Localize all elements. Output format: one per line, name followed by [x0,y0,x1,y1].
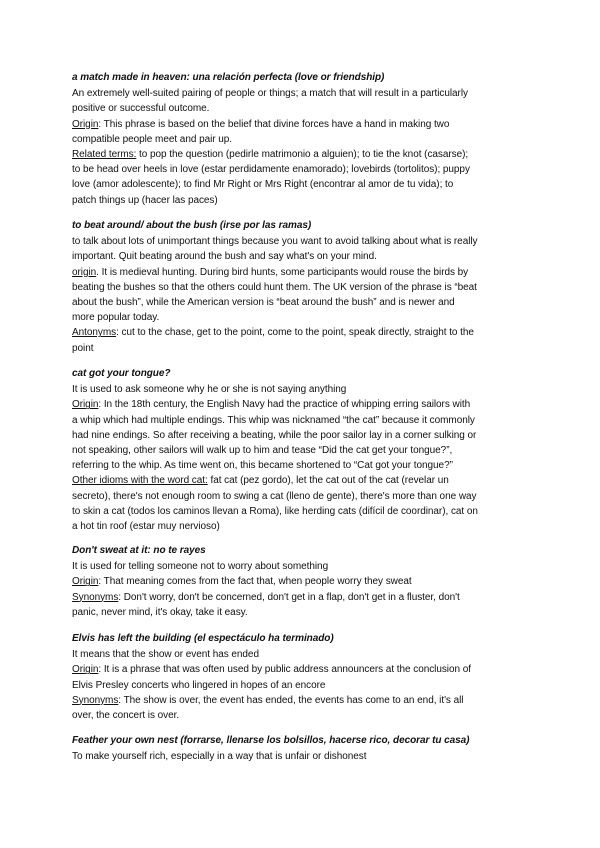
origin-line [72,132,532,147]
synonyms-line [72,708,532,723]
line-text: not speaking, other sailors will walk up to him and tease “Did the cat get your tongue?”, [72,445,453,457]
synonyms-label: Synonyms [72,591,119,603]
origin-label: origin [72,266,97,278]
line-text: patch things up (hacer las paces) [72,194,218,206]
line-text: beating the bushes so that the others could hunt them. The UK version of the phrase is “beat [72,281,477,293]
definition-line [72,234,532,249]
related-terms-line [72,147,532,162]
definition-line [72,101,532,116]
definition-line [72,749,532,764]
line-text: : Don't worry, don't be concerned, don't get in a flap, don't get in a fluster, don't [118,591,460,603]
idiom-title: a match made in heaven: una relación perfecta (love or friendship) [72,72,385,83]
origin-line [72,295,532,310]
line-text: : In the 18th century, the English Navy had the practice of whipping erring sailors with [98,399,471,411]
line-text: a hot tin roof (estar muy nervioso) [72,521,220,533]
antonyms-line [72,325,532,340]
line-text: to pop the question (pedirle matrimonio a alguien); to tie the knot (casarse); [136,149,469,161]
line-text: to be head over heels in love (estar perdidamente enamorado); lovebirds (tortolitos); puppy [72,164,470,176]
origin-label: Origin [72,399,99,411]
line-text: panic, never mind, it's okay, take it easy. [72,606,248,618]
line-text: had nine endings. So after receiving a beating, while the poor sailor lay in a corner sulking or [72,429,477,441]
related-terms-line [72,162,532,177]
definition-line [72,86,532,101]
synonyms-line [72,693,532,708]
idiom-entry [72,733,532,764]
line-text: to talk about lots of unimportant things because you want to avoid talking about what is really [72,236,478,248]
line-text: : The show is over, the event has ended, the events has come to an end, it's all [118,694,464,706]
related-terms-label: Related terms: [72,149,137,161]
line-text: point [72,342,94,354]
line-text: a whip which had multiple endings. This whip was nicknamed “the cat” because it commonly [72,414,475,426]
origin-line [72,265,532,280]
line-text: positive or successful outcome. [72,103,210,115]
other-idioms-line [72,519,532,534]
definition-line [72,249,532,264]
other-idioms-line [72,489,532,504]
line-text: fat cat (pez gordo), let the cat out of the cat (revelar un [207,475,449,487]
related-terms-line [72,177,532,192]
idiom-title: Feather your own nest (forrarse, llenarse los bolsillos, hacerse rico, decorar tu casa) [72,735,470,746]
line-text: more popular today. [72,312,160,324]
origin-label: Origin [72,576,99,588]
line-text: compatible people meet and pair up. [72,133,233,145]
origin-line [72,413,532,428]
synonyms-line [72,605,532,620]
line-text: important. Quit beating around the bush and say what's on your mind. [72,251,377,263]
origin-line [72,662,532,677]
idiom-title: Don't sweat at it: no te rayes [72,545,206,556]
line-text: secreto), there's not enough room to swing a cat (lleno de gente), there's more than one way [72,490,477,502]
line-text: It is used to ask someone why he or she is not saying anything [72,384,347,396]
line-text: Elvis Presley concerts who lingered in hopes of an encore [72,679,326,691]
idiom-entry [72,70,532,208]
line-text: love (amor adolescente); to find Mr Right or Mrs Right (encontrar al amor de tu vida); to [72,179,454,191]
origin-line [72,280,532,295]
line-text: to skin a cat (todos los caminos llevan a Roma), like herding cats (difícil de coordinar), cat on [72,505,478,517]
other-idioms-label: Other idioms with the word cat: [72,475,208,487]
line-text: : That meaning comes from the fact that, when people worry they sweat [98,576,412,588]
origin-label: Origin [72,664,99,676]
related-terms-line [72,193,532,208]
idiom-entry [72,543,532,620]
synonyms-label: Synonyms [72,694,119,706]
origin-label: Origin [72,118,99,130]
antonyms-line [72,341,532,356]
line-text: referring to the whip. As time went on, this became shortened to “Cat got your tongue?” [72,460,453,472]
synonyms-line [72,590,532,605]
origin-line [72,678,532,693]
origin-line [72,310,532,325]
idiom-title: Elvis has left the building (el espectáculo ha terminado) [72,633,334,644]
idiom-entry [72,366,532,534]
definition-line [72,559,532,574]
line-text: It means that the show or event has ended [72,649,259,661]
idiom-entry [72,631,532,723]
line-text: To make yourself rich, especially in a way that is unfair or dishonest [72,751,367,763]
definition-line [72,647,532,662]
line-text: about the bush”, while the American version is “beat around the bush” and is newer and [72,297,455,309]
origin-line [72,458,532,473]
origin-line [72,428,532,443]
line-text: : This phrase is based on the belief that divine forces have a hand in making two [98,118,450,130]
line-text: . It is medieval hunting. During bird hunts, some participants would rouse the birds by [96,266,469,278]
line-text: It is used for telling someone not to worry about something [72,561,329,573]
line-text: An extremely well-suited pairing of people or things; a match that will result in a particularly [72,88,468,100]
definition-line [72,382,532,397]
line-text: over, the concert is over. [72,710,180,722]
idiom-entry [72,218,532,356]
line-text: : cut to the chase, get to the point, come to the point, speak directly, straight to the [116,327,474,339]
idiom-title: cat got your tongue? [72,368,171,379]
antonyms-label: Antonyms [72,327,117,339]
origin-line [72,574,532,589]
origin-line [72,397,532,412]
other-idioms-line [72,473,532,488]
origin-line [72,443,532,458]
origin-line [72,117,532,132]
idiom-title: to beat around/ about the bush (irse por las ramas) [72,220,312,231]
line-text: : It is a phrase that was often used by public address announcers at the conclusion of [98,664,471,676]
other-idioms-line [72,504,532,519]
